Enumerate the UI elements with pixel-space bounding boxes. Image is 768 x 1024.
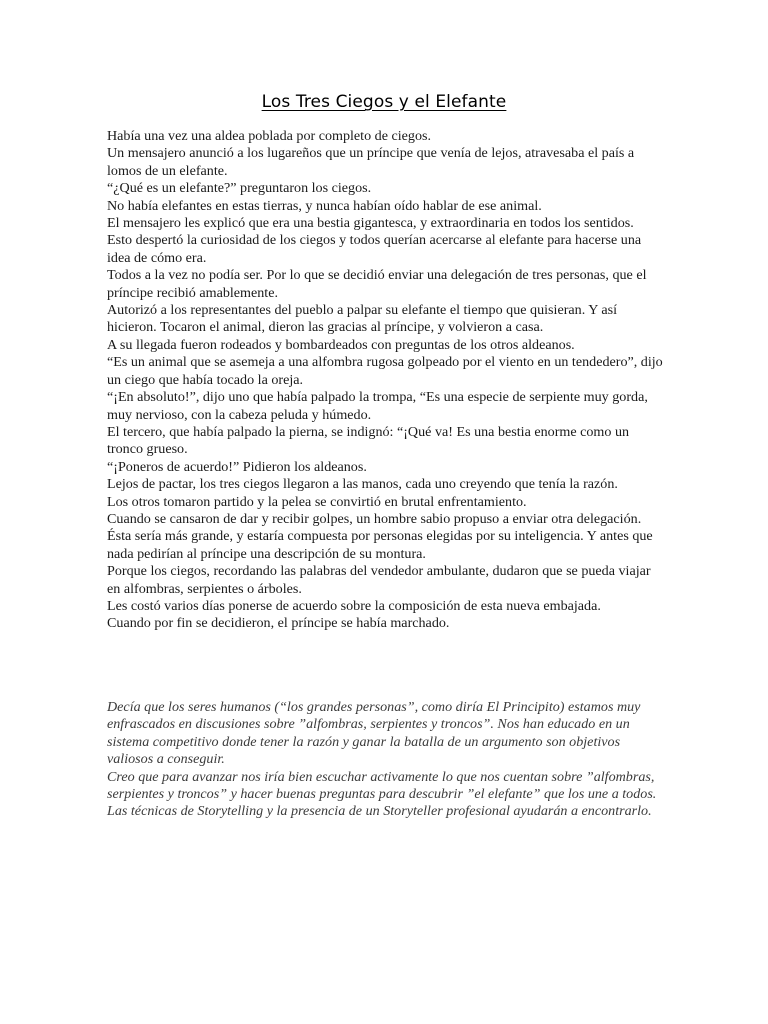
story-paragraph: Porque los ciegos, recordando las palabras del vendedor ambulante, dudaron que se pueda viajar en alfombras, serpientes o árboles. xyxy=(107,563,651,597)
story-paragraph: El tercero, que había palpado la pierna, se indignó: “¡Qué va! Es una bestia enorme como un tronco grueso. xyxy=(107,423,630,458)
story-paragraph: Esto despertó la curiosidad de los ciegos y todos querían acercarse al elefante para hacerse una idea de cómo era. xyxy=(107,232,642,266)
reflection-paragraph: Decía que los seres humanos (“los grandes personas”, como diría El Principito) estamos muy enfrascados en discusiones sobre ”alfombras, serpientes y troncos”. Nos han educado en un sistema competitivo donde tener la razón y ganar la batalla de un argumento son objetivos valiosos a conseguir. xyxy=(107,699,641,768)
reflection-body xyxy=(107,699,663,821)
story-paragraph: “¿Qué es un elefante?” preguntaron los ciegos. xyxy=(107,180,372,197)
story-paragraph: Les costó varios días ponerse de acuerdo sobre la composición de esta nueva embajada. xyxy=(107,597,601,614)
story-paragraph: Cuando por fin se decidieron, el príncipe se había marchado. xyxy=(107,615,450,632)
story-paragraph: A su llegada fueron rodeados y bombardeados con preguntas de los otros aldeanos. xyxy=(107,336,575,353)
story-paragraph: “¡Poneros de acuerdo!” Pidieron los aldeanos. xyxy=(107,458,367,475)
story-paragraph: Un mensajero anunció a los lugareños que un príncipe que venía de lejos, atravesaba el país a lomos de un elefante. xyxy=(107,145,635,179)
story-paragraph: “Es un animal que se asemeja a una alfombra rugosa golpeado por el viento en un tendedero”, dijo un ciego que había tocado la oreja. xyxy=(107,354,663,388)
story-paragraph: Los otros tomaron partido y la pelea se convirtió en brutal enfrentamiento. xyxy=(107,493,527,510)
reflection-paragraph: Creo que para avanzar nos iría bien escuchar activamente lo que nos cuentan sobre ”alfombras, serpientes y troncos” y hacer buenas preguntas para descubrir ”el elefante” que los une a todos. xyxy=(107,768,657,803)
reflection-paragraph: Las técnicas de Storytelling y la presencia de un Storyteller profesional ayudarán a encontrarlo. xyxy=(107,803,652,820)
document-title: Los Tres Ciegos y el Elefante xyxy=(261,92,507,112)
story-paragraph: Cuando se cansaron de dar y recibir golpes, un hombre sabio propuso a enviar otra delegación. Ésta sería más grande, y estaría compuesta por personas elegidas por su inteligencia. Y antes que nada pedirían al príncipe una descripción de su montura. xyxy=(107,510,653,562)
story-paragraph: Lejos de pactar, los tres ciegos llegaron a las manos, cada uno creyendo que tenía la razón. xyxy=(107,476,618,493)
story-paragraph: El mensajero les explicó que era una bestia gigantesca, y extraordinaria en todos los sentidos. xyxy=(107,215,634,232)
story-paragraph: Autorizó a los representantes del pueblo a palpar su elefante el tiempo que quisieran. Y así hicieron. Tocaron el animal, dieron las gracias al príncipe, y volvieron a casa. xyxy=(107,302,618,336)
story-paragraph: “¡En absoluto!”, dijo uno que había palpado la trompa, “Es una especie de serpiente muy gorda, muy nervioso, con la cabeza peluda y húmedo. xyxy=(107,389,648,423)
story-paragraph: No había elefantes en estas tierras, y nunca habían oído hablar de ese animal. xyxy=(107,197,542,214)
story-paragraph: Todos a la vez no podía ser. Por lo que se decidió enviar una delegación de tres personas, que el príncipe recibió amablemente. xyxy=(107,267,647,301)
story-paragraph: Había una vez una aldea poblada por completo de ciegos. xyxy=(107,128,432,144)
story-body xyxy=(107,128,663,633)
